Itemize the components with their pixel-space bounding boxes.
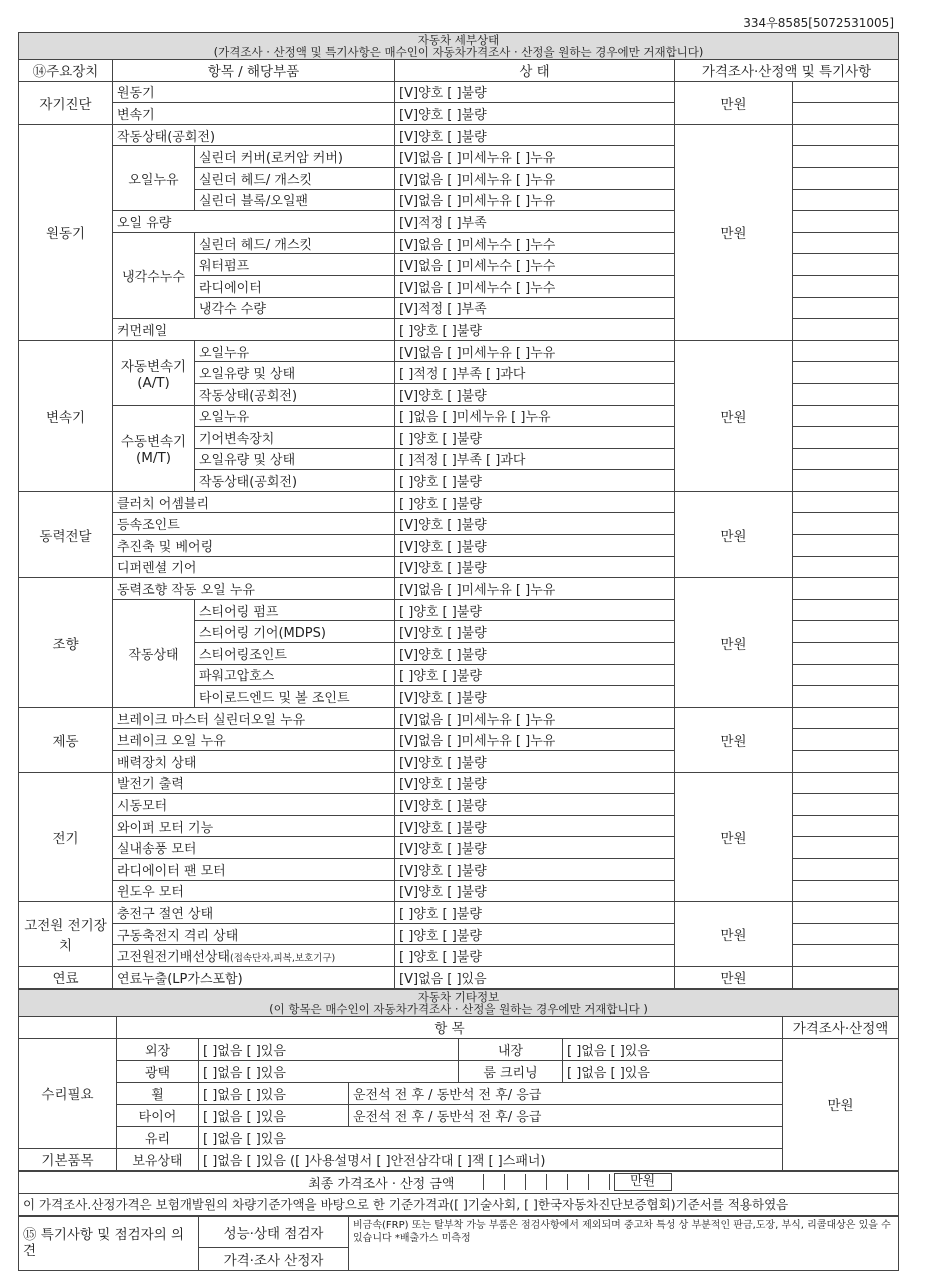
item-text: 고전원전기배선상태: [117, 950, 231, 966]
note-cell[interactable]: [793, 880, 899, 902]
item-label: 실린더 헤드/ 개스킷: [195, 232, 395, 254]
note-cell[interactable]: [793, 211, 899, 233]
item-state: [V]없음 [ ]미세누수 [ ]누수: [395, 275, 675, 297]
item-label: 보유상태: [117, 1148, 199, 1170]
note-cell[interactable]: [793, 578, 899, 600]
item-label: 연료누출(LP가스포함): [113, 966, 395, 988]
item-state: [ ]양호 [ ]불량: [395, 664, 675, 686]
item-state: [ ]없음 [ ]있음: [563, 1060, 783, 1082]
price-unit: 만원: [675, 707, 793, 772]
note-cell[interactable]: [793, 858, 899, 880]
item-state: [V]없음 [ ]미세누유 [ ]누유: [395, 189, 675, 211]
category-brake: 제동: [19, 707, 113, 772]
price-unit: 만원: [675, 772, 793, 902]
item-label: 커먼레일: [113, 319, 395, 341]
item-state: [ ]양호 [ ]불량: [395, 491, 675, 513]
item-label: 와이퍼 모터 기능: [113, 815, 395, 837]
item-label: 시동모터: [113, 794, 395, 816]
item-label: 내장: [459, 1038, 563, 1060]
item-label: 원동기: [113, 81, 395, 103]
item-label: 배력장치 상태: [113, 751, 395, 773]
item-state: [V]양호 [ ]불량: [395, 686, 675, 708]
item-state: [V]없음 [ ]미세누유 [ ]누유: [395, 729, 675, 751]
item-state: [ ]양호 [ ]불량: [395, 427, 675, 449]
note-cell[interactable]: [793, 167, 899, 189]
item-state: [ ]양호 [ ]불량: [395, 923, 675, 945]
category-fuel: 연료: [19, 966, 113, 988]
item-state: [ ]없음 [ ]있음: [563, 1038, 783, 1060]
item-label: 브레이크 오일 누유: [113, 729, 395, 751]
category-engine: 원동기: [19, 124, 113, 340]
item-label: 디퍼렌셜 기어: [113, 556, 395, 578]
item-state: [ ]양호 [ ]불량: [395, 319, 675, 341]
item-state: [ ]양호 [ ]불량: [395, 599, 675, 621]
item-state: [V]없음 [ ]미세누수 [ ]누수: [395, 232, 675, 254]
section-subtitle: (가격조사 · 산정액 및 특기사항은 매수인이 자동차가격조사 · 산정을 원하는 경우에만 거재합니다): [213, 45, 704, 59]
item-label: 오일 유량: [113, 211, 395, 233]
note-cell[interactable]: [793, 124, 899, 146]
item-label: 휠: [117, 1082, 199, 1104]
subgroup-manual-transmission: 수동변속기 (M/T): [113, 405, 195, 491]
note-cell[interactable]: [793, 923, 899, 945]
item-state: [V]양호 [ ]불량: [395, 643, 675, 665]
final-amount-label: 최종 가격조사 · 산정 금액: [19, 1171, 459, 1193]
item-state: [V]양호 [ ]불량: [395, 81, 675, 103]
item-state: [V]적정 [ ]부족: [395, 297, 675, 319]
category-steering: 조향: [19, 578, 113, 708]
note-cell[interactable]: [793, 146, 899, 168]
item-label: 작동상태(공회전): [195, 470, 395, 492]
col-price: 가격조사·산정액 및 특기사항: [675, 60, 899, 82]
item-label: 외장: [117, 1038, 199, 1060]
item-label: 브레이크 마스터 실린더오일 누유: [113, 707, 395, 729]
item-state: [ ]적정 [ ]부족 [ ]과다: [395, 362, 675, 384]
item-state: [ ]적정 [ ]부족 [ ]과다: [395, 448, 675, 470]
price-unit: 만원: [675, 340, 793, 491]
subgroup-operation: 작동상태: [113, 599, 195, 707]
note-cell[interactable]: [793, 837, 899, 859]
final-note: 이 가격조사.산정가격은 보험개발원의 차량기준가액을 바탕으로 한 기준가격과([ ]기술사회, [ ]한국자동차진단보증협회)기준서를 적용하였음: [19, 1193, 899, 1215]
item-label: 실린더 커버(로커암 커버): [195, 146, 395, 168]
item-state: [V]양호 [ ]불량: [395, 751, 675, 773]
note-cell[interactable]: [793, 383, 899, 405]
item-label: 워터펌프: [195, 254, 395, 276]
item-label: 냉각수 수량: [195, 297, 395, 319]
item-label: 오일누유: [195, 405, 395, 427]
item-state: [V]양호 [ ]불량: [395, 383, 675, 405]
item-state: [V]없음 [ ]미세누유 [ ]누유: [395, 707, 675, 729]
price-unit: 만원: [675, 81, 793, 124]
item-label: 룸 크리닝: [459, 1060, 563, 1082]
performance-inspector: 성능·상태 점검자: [199, 1216, 349, 1247]
wheel-position: 운전석 전 후 / 동반석 전 후/ 응급: [349, 1082, 783, 1104]
item-label: 작동상태(공회전): [113, 124, 395, 146]
note-cell[interactable]: [793, 405, 899, 427]
item-label: 라디에이터: [195, 275, 395, 297]
item-state: [ ]없음 [ ]있음: [199, 1126, 783, 1148]
note-cell[interactable]: [793, 945, 899, 967]
item-state: [V]없음 [ ]미세누유 [ ]누유: [395, 340, 675, 362]
note-cell[interactable]: [793, 297, 899, 319]
note-cell[interactable]: [793, 491, 899, 513]
item-state: [V]적정 [ ]부족: [395, 211, 675, 233]
subgroup-oil-leak: 오일누유: [113, 146, 195, 211]
category-electric: 전기: [19, 772, 113, 902]
subgroup-coolant-leak: 냉각수누수: [113, 232, 195, 318]
item-state: [ ]양호 [ ]불량: [395, 945, 675, 967]
note-cell[interactable]: [793, 902, 899, 924]
note-cell[interactable]: [793, 189, 899, 211]
item-subtext: (접속단자,피복,보호기구): [230, 953, 336, 965]
detail-status-table: [18, 32, 899, 989]
item-state: [ ]없음 [ ]있음: [199, 1038, 459, 1060]
item-state: [V]없음 [ ]미세누유 [ ]누유: [395, 146, 675, 168]
opinion-table: [18, 1216, 899, 1271]
item-state: [V]양호 [ ]불량: [395, 535, 675, 557]
item-label: 변속기: [113, 103, 395, 125]
note-cell[interactable]: [793, 772, 899, 794]
item-label: 오일유량 및 상태: [195, 448, 395, 470]
note-cell[interactable]: [793, 470, 899, 492]
final-amount-table: [18, 1171, 899, 1216]
item-state: [V]양호 [ ]불량: [395, 556, 675, 578]
item-state: [V]양호 [ ]불량: [395, 103, 675, 125]
item-state: [V]양호 [ ]불량: [395, 794, 675, 816]
item-label: 작동상태(공회전): [195, 383, 395, 405]
blank-cell: [19, 1016, 117, 1038]
note-cell[interactable]: [793, 664, 899, 686]
amount-box[interactable]: [568, 1174, 589, 1190]
price-unit: 만원: [675, 124, 793, 340]
note-cell[interactable]: [793, 81, 899, 103]
final-amount-field[interactable]: [459, 1171, 899, 1193]
opinion-label: ⑮ 특기사항 및 점검자의 의견: [19, 1216, 199, 1270]
item-state: [V]양호 [ ]불량: [395, 858, 675, 880]
section-header: [19, 989, 899, 1016]
opinion-text: 비금속(FRP) 또는 탈부착 가능 부품은 점검사항에서 제외되며 중고차 특성 상 부분적인 판금,도장, 부식, 리콜대상은 있을 수 있습니다 *배출가스 미측정: [349, 1216, 899, 1270]
note-cell[interactable]: [793, 686, 899, 708]
item-state: [V]양호 [ ]불량: [395, 513, 675, 535]
other-info-table: [18, 989, 899, 1171]
note-cell[interactable]: [793, 966, 899, 988]
item-state: [V]없음 [ ]미세누유 [ ]누유: [395, 578, 675, 600]
tire-position: 운전석 전 후 / 동반석 전 후/ 응급: [349, 1104, 783, 1126]
note-cell[interactable]: [793, 319, 899, 341]
item-label: 오일누유: [195, 340, 395, 362]
note-cell[interactable]: [793, 556, 899, 578]
note-cell[interactable]: [793, 448, 899, 470]
note-cell[interactable]: [793, 103, 899, 125]
item-label: 윈도우 모터: [113, 880, 395, 902]
item-label: 라디에이터 팬 모터: [113, 858, 395, 880]
col-main-device: ⑭주요장치: [19, 60, 113, 82]
col-state: 상 태: [395, 60, 675, 82]
item-label: 실린더 헤드/ 개스킷: [195, 167, 395, 189]
item-label: 구동축전지 격리 상태: [113, 923, 395, 945]
amount-box[interactable]: [483, 1174, 505, 1190]
section-subtitle: (이 항목은 매수인이 자동차가격조사 · 산정을 원하는 경우에만 거재합니다 ): [269, 1001, 648, 1016]
category-power-transfer: 동력전달: [19, 491, 113, 577]
item-label: 스티어링 기어(MDPS): [195, 621, 395, 643]
item-label: 스티어링 펌프: [195, 599, 395, 621]
section-header: [19, 33, 899, 60]
item-label: 실내송풍 모터: [113, 837, 395, 859]
item-state: [V]양호 [ ]불량: [395, 880, 675, 902]
amount-box[interactable]: [589, 1174, 610, 1190]
col-item: 항 목: [117, 1016, 783, 1038]
item-state: [ ]없음 [ ]미세누유 [ ]누유: [395, 405, 675, 427]
item-state: [ ]없음 [ ]있음: [199, 1060, 459, 1082]
item-state: [V]양호 [ ]불량: [395, 837, 675, 859]
item-label: [113, 945, 395, 967]
price-unit: 만원: [675, 491, 793, 577]
item-state: [V]양호 [ ]불량: [395, 124, 675, 146]
note-cell[interactable]: [793, 599, 899, 621]
item-state: [V]없음 [ ]있음: [395, 966, 675, 988]
note-cell[interactable]: [793, 427, 899, 449]
note-cell[interactable]: [793, 232, 899, 254]
note-cell[interactable]: [793, 794, 899, 816]
item-label: 스티어링조인트: [195, 643, 395, 665]
price-unit: 만원: [783, 1038, 899, 1170]
inspection-sheet: [18, 32, 898, 1271]
section-title: 자동차 세부상태: [417, 33, 500, 47]
note-cell[interactable]: [793, 643, 899, 665]
col-price: 가격조사·산정액: [783, 1016, 899, 1038]
item-label: 오일유량 및 상태: [195, 362, 395, 384]
item-label: 추진축 및 베어링: [113, 535, 395, 557]
category-repair-needed: 수리필요: [19, 1038, 117, 1148]
item-label: 타이어: [117, 1104, 199, 1126]
note-cell[interactable]: [793, 513, 899, 535]
note-cell[interactable]: [793, 340, 899, 362]
note-cell[interactable]: [793, 815, 899, 837]
item-state: [ ]없음 [ ]있음: [199, 1104, 349, 1126]
item-state: [V]양호 [ ]불량: [395, 772, 675, 794]
category-transmission: 변속기: [19, 340, 113, 491]
item-label: 파워고압호스: [195, 664, 395, 686]
item-label: 광택: [117, 1060, 199, 1082]
item-state: [ ]양호 [ ]불량: [395, 470, 675, 492]
section-title: 자동차 기타정보: [417, 989, 500, 1004]
col-item: 항목 / 해당부품: [113, 60, 395, 82]
category-basic-items: 기본품목: [19, 1148, 117, 1170]
subgroup-auto-transmission: 자동변속기 (A/T): [113, 340, 195, 405]
price-unit: 만원: [675, 966, 793, 988]
final-amount-unit: 만원: [614, 1173, 672, 1191]
item-state: [ ]양호 [ ]불량: [395, 902, 675, 924]
note-cell[interactable]: [793, 362, 899, 384]
category-self-diagnosis: 자기진단: [19, 81, 113, 124]
item-state: [V]없음 [ ]미세누수 [ ]누수: [395, 254, 675, 276]
item-state: [V]양호 [ ]불량: [395, 815, 675, 837]
item-label: 타이로드엔드 및 볼 조인트: [195, 686, 395, 708]
note-cell[interactable]: [793, 751, 899, 773]
amount-box[interactable]: [547, 1174, 568, 1190]
item-label: 등속조인트: [113, 513, 395, 535]
note-cell[interactable]: [793, 729, 899, 751]
note-cell[interactable]: [793, 621, 899, 643]
note-cell[interactable]: [793, 535, 899, 557]
item-label: 기어변속장치: [195, 427, 395, 449]
item-label: 충전구 절연 상태: [113, 902, 395, 924]
amount-box[interactable]: [526, 1174, 547, 1190]
item-label: 유리: [117, 1126, 199, 1148]
item-state: [ ]없음 [ ]있음 ([ ]사용설명서 [ ]안전삼각대 [ ]잭 [ ]스패너): [199, 1148, 783, 1170]
price-assessor: 가격·조사 산정자: [199, 1247, 349, 1270]
item-label: 동력조향 작동 오일 누유: [113, 578, 395, 600]
price-unit: 만원: [675, 902, 793, 967]
amount-box[interactable]: [505, 1174, 526, 1190]
note-cell[interactable]: [793, 275, 899, 297]
category-high-voltage: 고전원 전기장치: [19, 902, 113, 967]
note-cell[interactable]: [793, 254, 899, 276]
item-label: 발전기 출력: [113, 772, 395, 794]
note-cell[interactable]: [793, 707, 899, 729]
item-label: 실린더 블록/오일팬: [195, 189, 395, 211]
item-state: [V]양호 [ ]불량: [395, 621, 675, 643]
item-state: [V]없음 [ ]미세누유 [ ]누유: [395, 167, 675, 189]
item-label: 클러치 어셈블리: [113, 491, 395, 513]
document-id: 334우8585[5072531005]: [743, 16, 894, 30]
price-unit: 만원: [675, 578, 793, 708]
item-state: [ ]없음 [ ]있음: [199, 1082, 349, 1104]
